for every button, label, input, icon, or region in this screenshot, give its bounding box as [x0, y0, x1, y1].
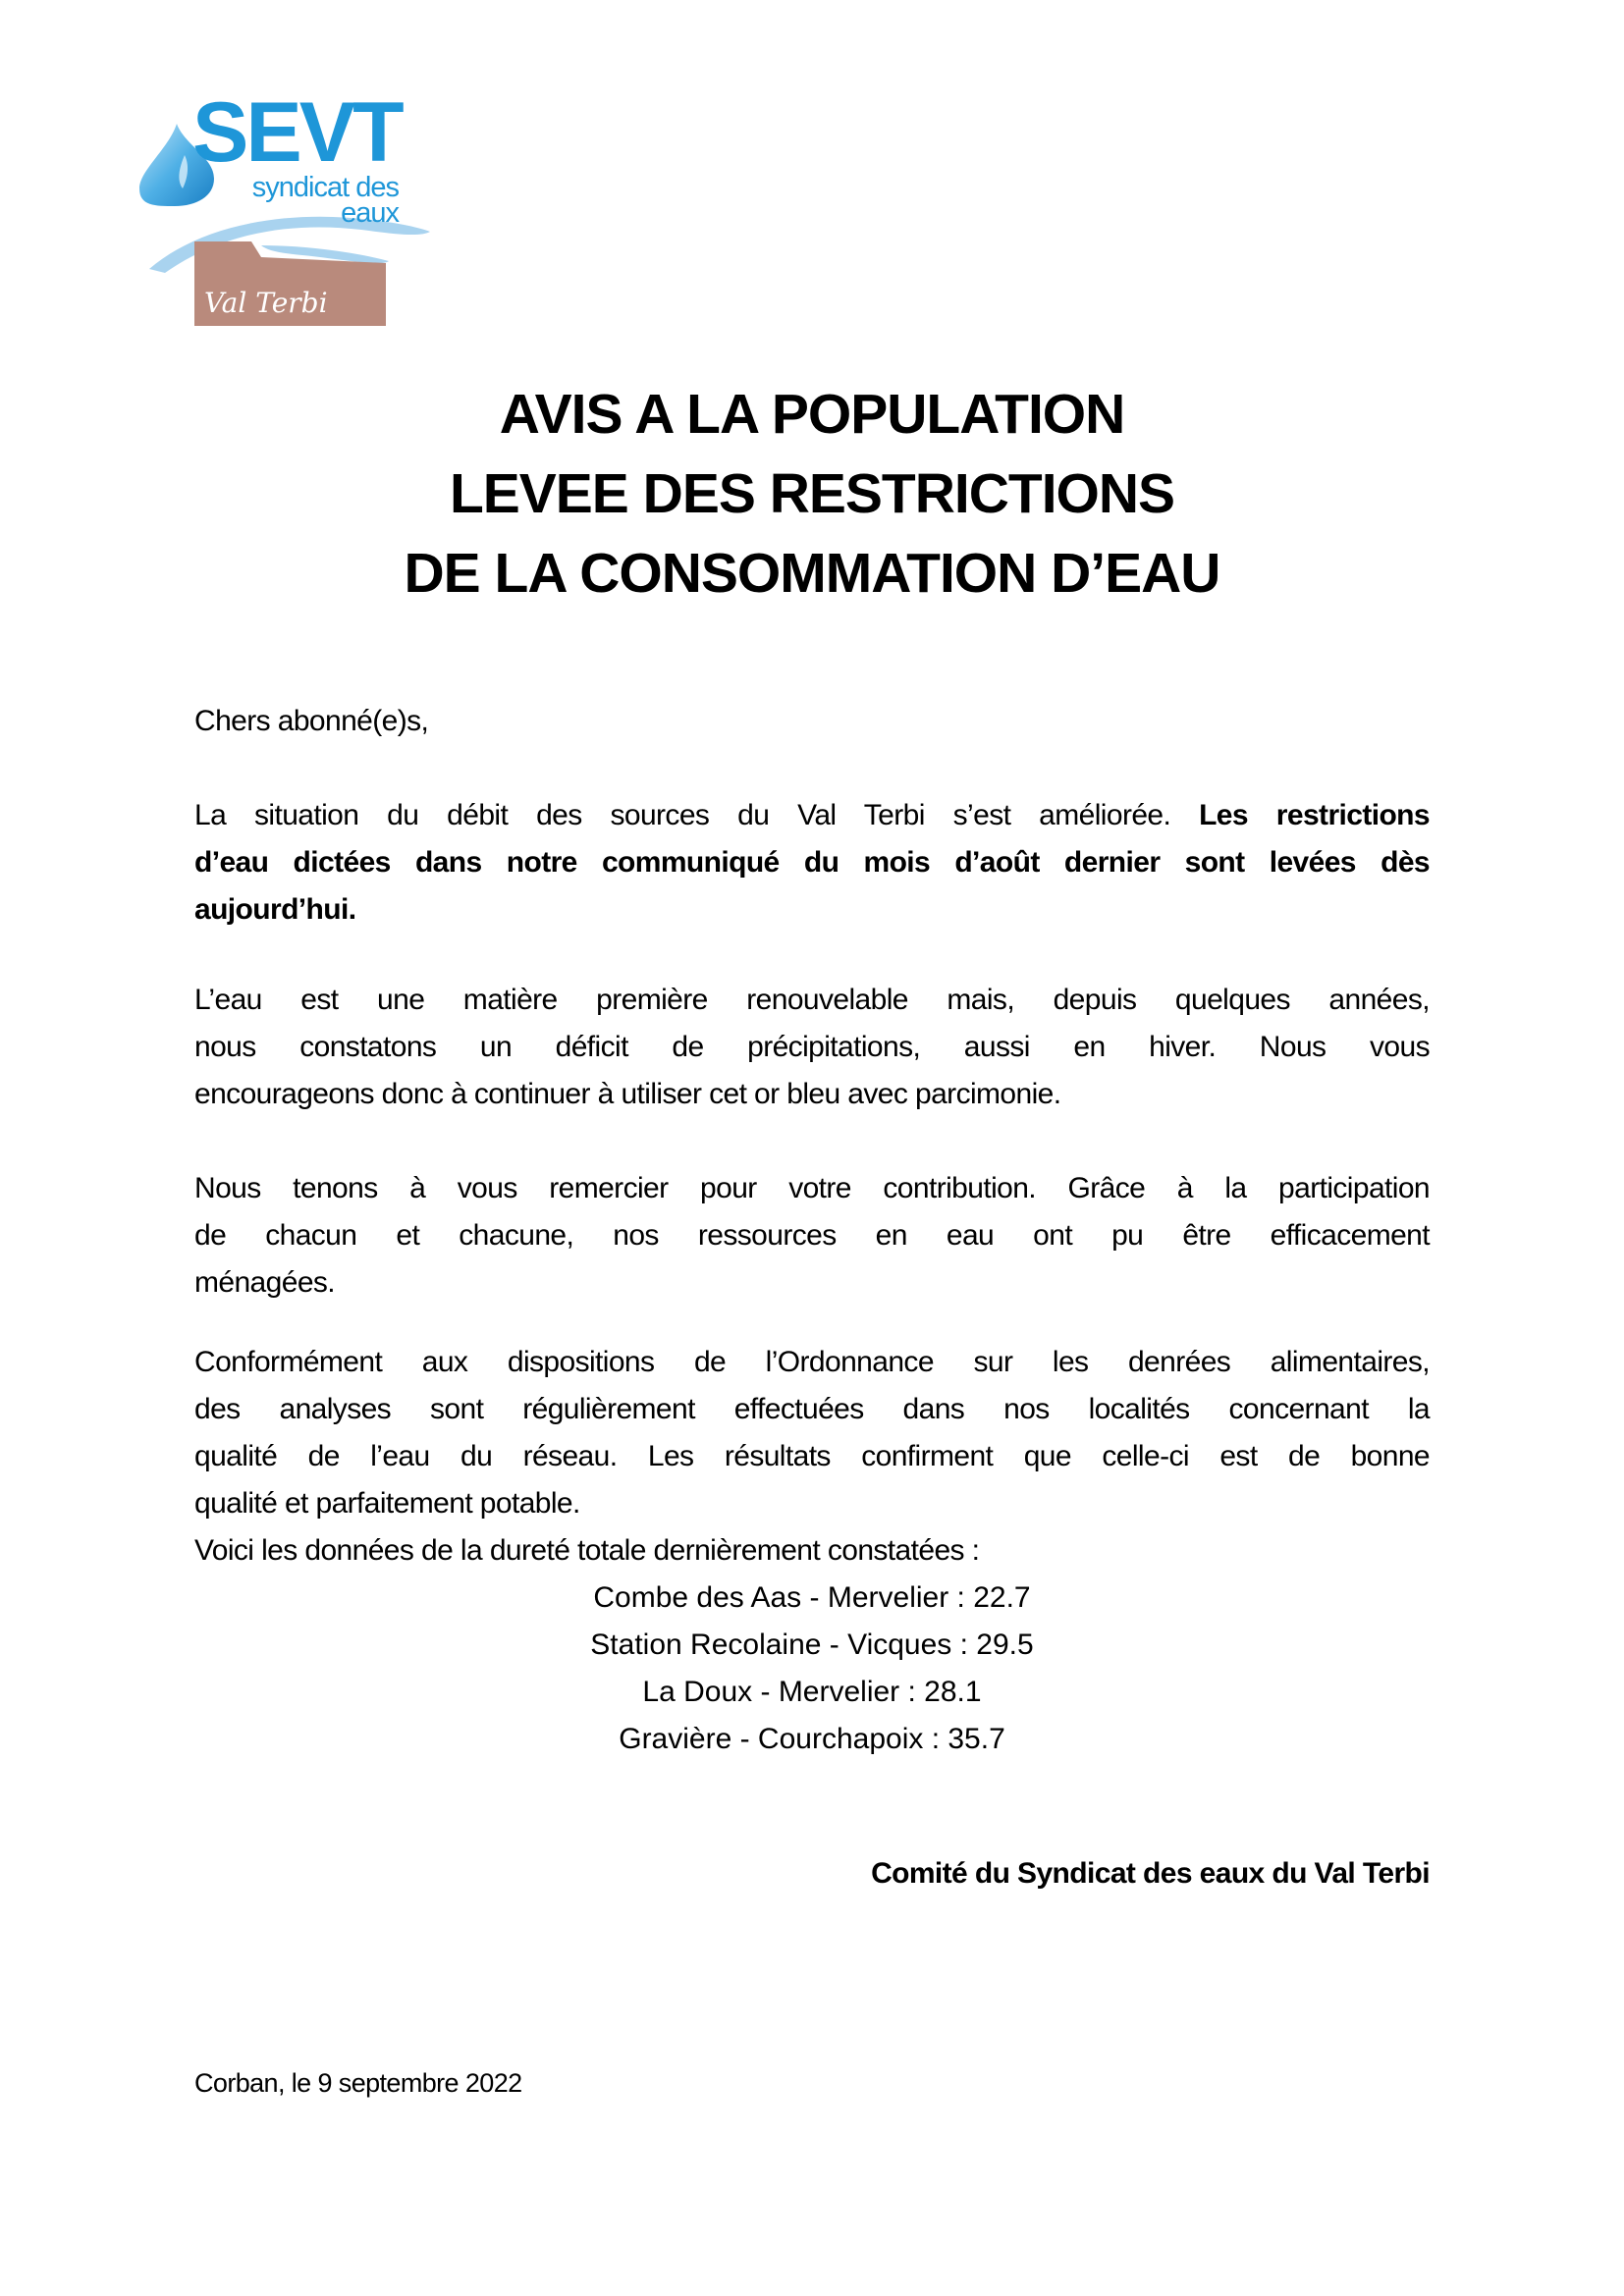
hardness-item: Station Recolaine - Vicques : 29.5: [590, 1629, 1034, 1661]
title-line-2: LEVEE DES RESTRICTIONS: [449, 462, 1175, 525]
title-line-1: AVIS A LA POPULATION: [499, 383, 1125, 446]
greeting: Chers abonné(e)s,: [194, 705, 429, 737]
p3-line-3: ménagées.: [194, 1266, 336, 1299]
p3-line-1: Nous tenons à vous remercier pour votre contribution. Grâce à la participation: [194, 1172, 1430, 1204]
logo-region: Val Terbi: [204, 287, 328, 319]
p4-line-2: des analyses sont régulièrement effectuées dans nos localités concernant la: [194, 1393, 1430, 1425]
logo-line1: syndicat des: [251, 172, 399, 203]
p4-line-4: qualité et parfaitement potable.: [194, 1487, 580, 1520]
p4-line-3: qualité de l’eau du réseau. Les résultats confirment que celle-ci est de bonne: [194, 1440, 1430, 1472]
logo-line2: eaux: [341, 197, 399, 229]
p1-line-1: [194, 798, 1430, 833]
logo-acronym: SEVT: [192, 94, 402, 180]
hardness-item: Combe des Aas - Mervelier : 22.7: [593, 1581, 1031, 1614]
p2-line-1: L’eau est une matière première renouvelable mais, depuis quelques années,: [194, 984, 1430, 1016]
hardness-item: La Doux - Mervelier : 28.1: [642, 1676, 982, 1708]
sevt-logo: [135, 94, 450, 330]
signature: Comité du Syndicat des eaux du Val Terbi: [871, 1857, 1430, 1890]
p2-line-2: nous constatons un déficit de précipitations, aussi en hiver. Nous vous: [194, 1031, 1430, 1063]
p4-line-1: Conformément aux dispositions de l’Ordonnance sur les denrées alimentaires,: [194, 1346, 1430, 1378]
page-title: [0, 375, 1624, 614]
p1-normal: La situation du débit des sources du Val Terbi s’est améliorée.: [194, 799, 1200, 831]
date-line: Corban, le 9 septembre 2022: [194, 2068, 522, 2098]
p1-bold-1: Les restrictions: [1199, 799, 1430, 831]
title-line-3: DE LA CONSOMMATION D’EAU: [404, 542, 1220, 605]
p1-line-3: aujourd’hui.: [194, 893, 356, 926]
p2-line-3: encourageons donc à continuer à utiliser cet or bleu avec parcimonie.: [194, 1078, 1061, 1110]
p1-line-2: d’eau dictées dans notre communiqué du mois d’août dernier sont levées dès: [194, 846, 1430, 879]
p3-line-2: de chacun et chacune, nos ressources en eau ont pu être efficacement: [194, 1219, 1430, 1252]
hardness-item: Gravière - Courchapoix : 35.7: [619, 1723, 1005, 1755]
p4-line-5: Voici les données de la dureté totale dernièrement constatées :: [194, 1534, 980, 1567]
